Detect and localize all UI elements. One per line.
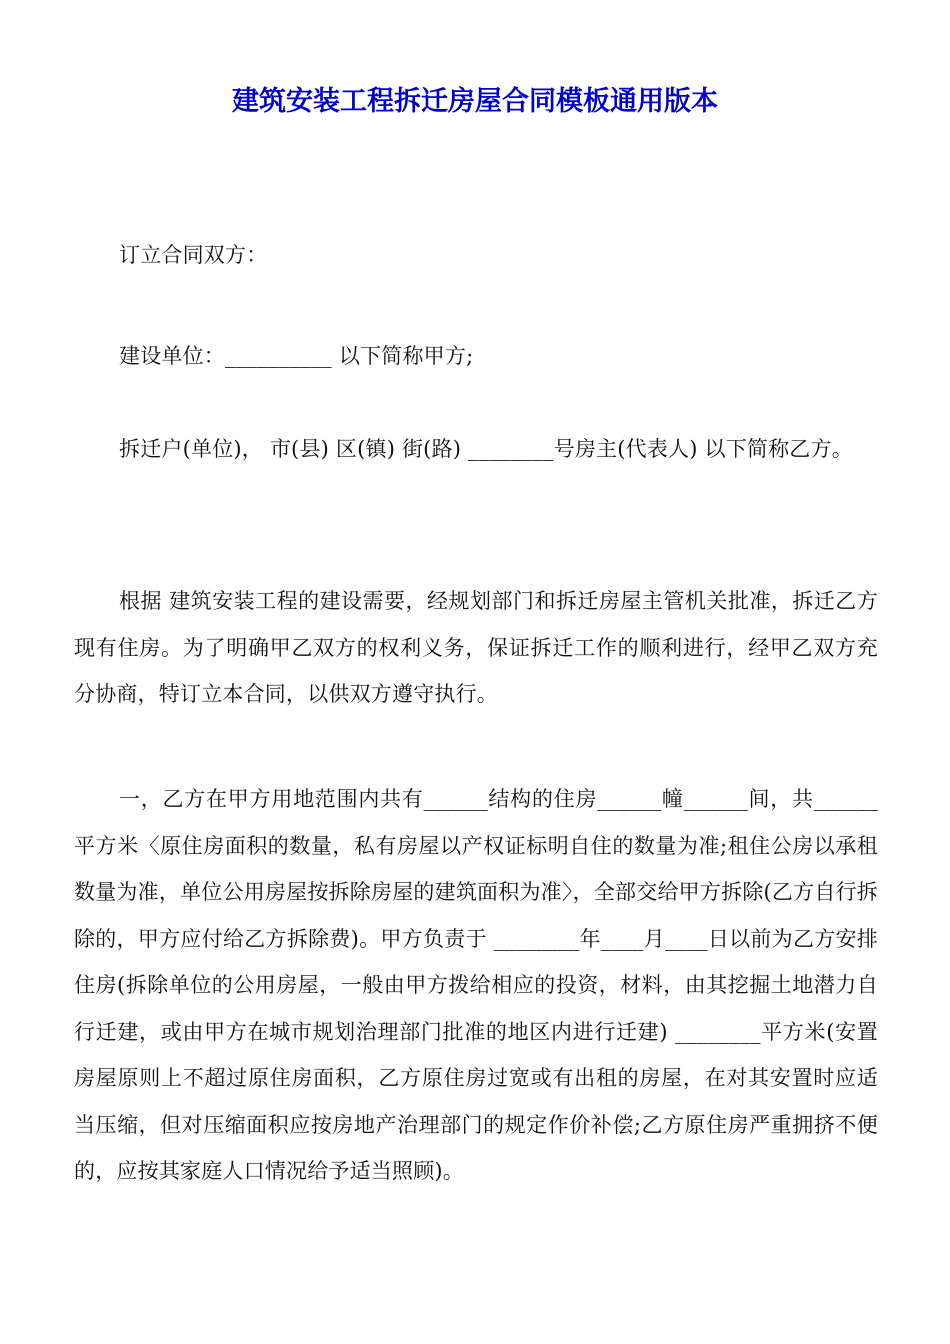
paragraph-party-a: 建设单位：__________ 以下简称甲方; [119, 344, 474, 368]
paragraph-party-b: 拆迁户(单位)， 市(县) 区(镇) 街(路) ________号房主(代表人) 以下简称乙方。 [119, 437, 853, 461]
paragraph-preamble: 根据 建筑安装工程的建设需要，经规划部门和拆迁房屋主管机关批准，拆迁乙方现有住房。为了明确甲乙双方的权利义务，保证拆迁工作的顺利进行，经甲乙双方充分协商，特订立本合同，以供双方遵守执行。 [74, 589, 878, 706]
paragraph-clause-1: 一，乙方在甲方用地范围内共有______结构的住房______幢______间，共______平方米〈原住房面积的数量，私有房屋以产权证标明自住的数量为准;租住公房以承租数量为准，单位公用房屋按拆除房屋的建筑面积为准〉，全部交给甲方拆除(乙方自行拆除的，甲方应付给乙方拆除费)。甲方负责于 ________年____月____日以前为乙方安排住房(拆除单位的公用房屋，一般由甲方拨给相应的投资，材料，由其挖掘土地潜力自行迁建，或由甲方在城市规划治理部门批准的地区内进行迁建) ________平方米(安置房屋原则上不超过原住房面积，乙方原住房过宽或有出租的房屋，在对其安置时应适当压缩，但对压缩面积应按房地产治理部门的规定作价补偿;乙方原住房严重拥挤不便的，应按其家庭人口情况给予适当照顾)。 [74, 787, 878, 1183]
paragraph-parties: 订立合同双方： [119, 243, 268, 267]
document-title: 建筑安装工程拆迁房屋合同模板通用版本 [232, 86, 718, 117]
